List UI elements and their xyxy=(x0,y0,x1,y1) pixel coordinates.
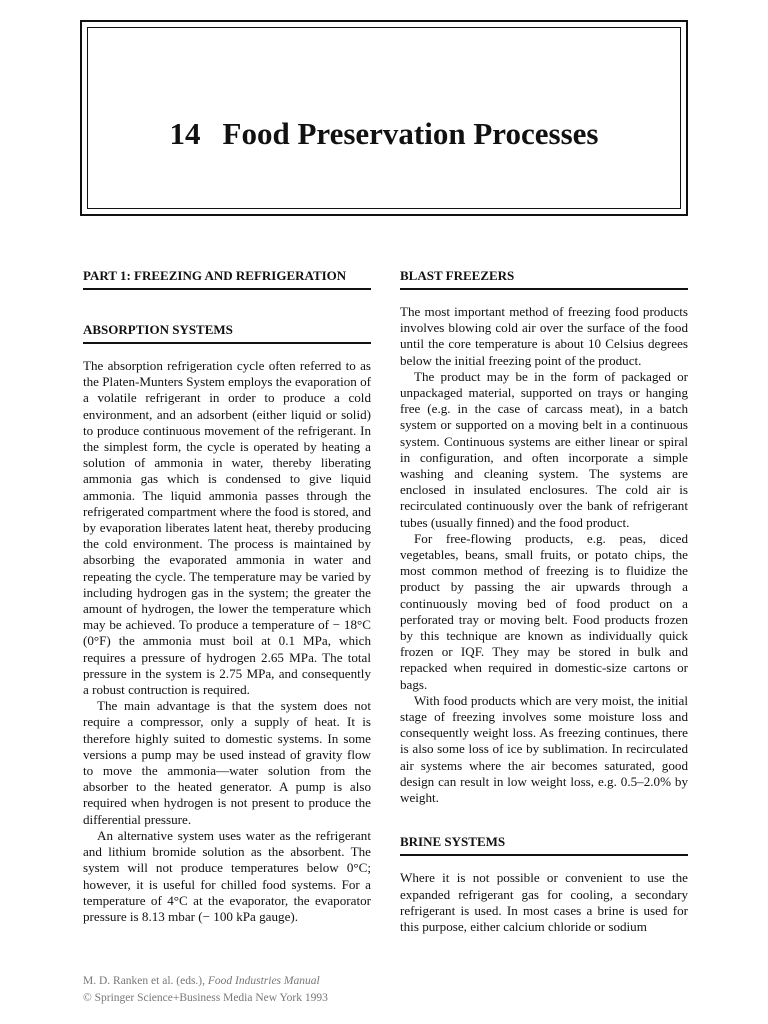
section-heading-brine-systems: BRINE SYSTEMS xyxy=(400,832,688,856)
paragraph: An alternative system uses water as the refrigerant and lithium bromide solution as the absorbent. The system will not produce temperatures below 0°C; however, it is useful for chilled food systems. For a temperature of 4°C at the evaporator, the evaporator pressure is 8.13 mbar (− 100 kPa gauge). xyxy=(83,827,371,924)
brine-systems-body xyxy=(400,870,688,935)
part-heading: PART 1: FREEZING AND REFRIGERATION xyxy=(83,266,371,290)
paragraph: Where it is not possible or convenient to use the expanded refrigerant gas for cooling, a secondary refrigerant is used. In most cases a brine is used for this purpose, either calcium chloride or sodium xyxy=(400,870,688,934)
chapter-title-text: Food Preservation Processes xyxy=(222,116,599,151)
section-heading-blast-freezers: BLAST FREEZERS xyxy=(400,266,688,290)
chapter-number: 14 xyxy=(169,116,201,151)
section-heading-absorption-systems: ABSORPTION SYSTEMS xyxy=(83,320,371,344)
copyright-line: © Springer Science+Business Media New York 1993 xyxy=(83,992,328,1004)
paragraph: The product may be in the form of packaged or unpackaged material, supported on trays or hanging free (e.g. in the case of carcass meat), in a batch system or supported on a moving belt in a continuous system. Continuous systems are either linear or spiral in configuration, and often incorporate a simple washing and cleaning system. The systems are enclosed in insulated enclosures. The cold air is recirculated continuously over the bank of refrigerant tubes (usually finned) and the food product. xyxy=(400,368,688,530)
citation-editors: M. D. Ranken et al. (eds.), xyxy=(83,975,205,987)
citation-line xyxy=(83,973,328,990)
absorption-systems-body xyxy=(83,358,371,925)
page-footer xyxy=(83,973,328,1007)
chapter-title xyxy=(82,114,686,154)
paragraph: The most important method of freezing food products involves blowing cold air over the surface of the food until the core temperature is about 10 Celsius degrees below the initial freezing point of the product. xyxy=(400,304,688,368)
citation-book-title: Food Industries Manual xyxy=(207,975,320,987)
blast-freezers-body xyxy=(400,304,688,806)
paragraph: The main advantage is that the system does not require a compressor, only a supply of heat. It is therefore highly suited to domestic systems. In some versions a pump may be used instead of gravity flow to move the ammonia—water solution from the absorber to the heated generator. A pump is also required when hydrogen is not present to produce the differential pressure. xyxy=(83,698,371,827)
paragraph: The absorption refrigeration cycle often referred to as the Platen-Munters System employs the evaporation of a volatile refrigerant in order to produce a cold environment, and an adsorbent (either liquid or solid) to produce continuous movement of the refrigerant. In the simplest form, the cycle is operated by heating a solution of ammonia in water, thereby liberating ammonia gas which is condensed to give liquid ammonia. The liquid ammonia passes through the refrigerated compartment where the food is stored, and by evaporation liberates latent heat, thereby producing the cold environment. The process is maintained by absorbing the evaporated ammonia in water and repeating the cycle. The temperature may be varied by including hydrogen gas in the system; the greater the amount of hydrogen, the lower the temperature which may be achieved. To produce a temperature of − 18°C (0°F) the ammonia must boil at 0.1 MPa, which requires a pressure of hydrogen 2.65 MPa. The total pressure in the system is 2.75 MPa, and consequently a robust contruction is required. xyxy=(83,358,372,698)
left-column xyxy=(83,266,371,925)
chapter-title-box xyxy=(80,20,688,216)
paragraph: For free-flowing products, e.g. peas, diced vegetables, beans, small fruits, or potato chips, the most common method of freezing is to fluidize the product by passing the air upwards through a continuously moving bed of food product on a perforated tray or moving belt. Food products frozen by this technique are known as individually quick frozen or IQF. They may be stored in bulk and repacked when required in domestic-size cartons or bags. xyxy=(400,530,688,692)
paragraph: With food products which are very moist, the initial stage of freezing involves some moisture loss and consequently weight loss. As freezing continues, there is also some loss of ice by sublimation. In recirculated air systems where the air becomes saturated, good design can result in low weight loss, e.g. 0.5–2.0% by weight. xyxy=(400,692,688,806)
right-column xyxy=(400,266,688,935)
